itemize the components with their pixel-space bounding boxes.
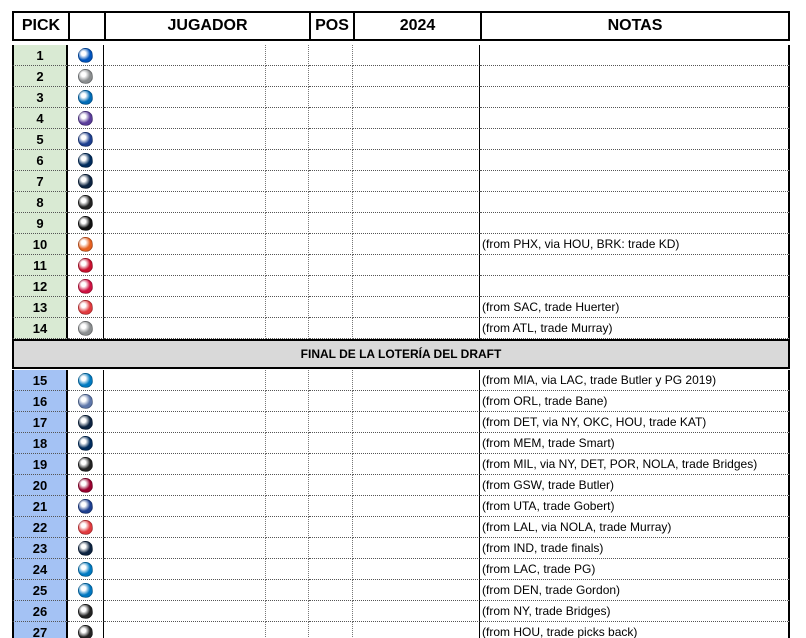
year-cell[interactable] — [353, 454, 480, 475]
team-logo-icon — [78, 300, 93, 315]
jugador-cell[interactable] — [104, 412, 266, 433]
pick-number-cell[interactable]: 27 — [12, 622, 68, 638]
lottery-separator[interactable]: FINAL DE LA LOTERÍA DEL DRAFT — [12, 339, 790, 369]
jugador-cell[interactable] — [104, 580, 266, 601]
pos-cell[interactable] — [309, 213, 353, 234]
notes-cell[interactable]: (from UTA, trade Gobert) — [480, 496, 790, 517]
jugador-extra-cell[interactable] — [266, 454, 309, 475]
jugador-cell[interactable] — [104, 475, 266, 496]
pick-number-cell[interactable]: 4 — [12, 108, 68, 129]
team-logo-cell[interactable] — [68, 580, 104, 601]
pick-number-cell[interactable]: 24 — [12, 559, 68, 580]
pos-cell[interactable] — [309, 433, 353, 454]
pos-cell[interactable] — [309, 150, 353, 171]
pick-number-cell[interactable]: 12 — [12, 276, 68, 297]
notes-cell[interactable]: (from DEN, trade Gordon) — [480, 580, 790, 601]
pos-cell[interactable] — [309, 475, 353, 496]
draft-row — [12, 192, 790, 213]
pick-number-cell[interactable]: 23 — [12, 538, 68, 559]
jugador-cell[interactable] — [104, 129, 266, 150]
team-logo-cell[interactable] — [68, 391, 104, 412]
team-logo-cell[interactable] — [68, 297, 104, 318]
jugador-cell[interactable] — [104, 255, 266, 276]
pos-cell[interactable] — [309, 87, 353, 108]
team-logo-icon — [78, 562, 93, 577]
team-logo-icon — [78, 520, 93, 535]
jugador-cell[interactable] — [104, 213, 266, 234]
pos-cell[interactable] — [309, 297, 353, 318]
jugador-cell[interactable] — [104, 318, 266, 339]
team-logo-icon — [78, 258, 93, 273]
team-logo-cell[interactable] — [68, 234, 104, 255]
jugador-cell[interactable] — [104, 45, 266, 66]
pick-number-cell[interactable]: 7 — [12, 171, 68, 192]
notes-cell[interactable]: (from GSW, trade Butler) — [480, 475, 790, 496]
year-cell[interactable] — [353, 622, 480, 638]
pick-number-cell[interactable]: 2 — [12, 66, 68, 87]
pick-number-cell[interactable]: 6 — [12, 150, 68, 171]
year-cell[interactable] — [353, 66, 480, 87]
notes-cell[interactable]: (from LAC, trade PG) — [480, 559, 790, 580]
notes-cell[interactable] — [480, 192, 790, 213]
year-cell[interactable] — [353, 108, 480, 129]
pos-cell[interactable] — [309, 601, 353, 622]
pick-number-cell[interactable]: 26 — [12, 601, 68, 622]
team-logo-icon — [78, 111, 93, 126]
header-pos[interactable]: POS — [309, 11, 355, 41]
jugador-cell[interactable] — [104, 454, 266, 475]
year-cell[interactable] — [353, 517, 480, 538]
year-cell[interactable] — [353, 412, 480, 433]
year-cell[interactable] — [353, 601, 480, 622]
year-cell[interactable] — [353, 538, 480, 559]
pick-number-cell[interactable]: 13 — [12, 297, 68, 318]
pos-cell[interactable] — [309, 370, 353, 391]
pos-cell[interactable] — [309, 580, 353, 601]
team-logo-cell[interactable] — [68, 475, 104, 496]
jugador-cell[interactable] — [104, 433, 266, 454]
team-logo-cell[interactable] — [68, 192, 104, 213]
jugador-extra-cell[interactable] — [266, 171, 309, 192]
team-logo-cell[interactable] — [68, 496, 104, 517]
year-cell[interactable] — [353, 370, 480, 391]
pos-cell[interactable] — [309, 129, 353, 150]
pick-number-cell[interactable]: 11 — [12, 255, 68, 276]
team-logo-icon — [78, 279, 93, 294]
notes-cell[interactable] — [480, 66, 790, 87]
jugador-extra-cell[interactable] — [266, 213, 309, 234]
team-logo-cell[interactable] — [68, 213, 104, 234]
pos-cell[interactable] — [309, 496, 353, 517]
team-logo-icon — [78, 321, 93, 336]
jugador-extra-cell[interactable] — [266, 580, 309, 601]
jugador-cell[interactable] — [104, 601, 266, 622]
jugador-extra-cell[interactable] — [266, 66, 309, 87]
notes-cell[interactable] — [480, 276, 790, 297]
draft-row — [12, 318, 790, 339]
pos-cell[interactable] — [309, 538, 353, 559]
team-logo-cell[interactable] — [68, 318, 104, 339]
team-logo-icon — [78, 457, 93, 472]
pick-number-cell[interactable]: 19 — [12, 454, 68, 475]
draft-row — [12, 601, 790, 622]
notes-cell[interactable]: (from SAC, trade Huerter) — [480, 297, 790, 318]
jugador-extra-cell[interactable] — [266, 538, 309, 559]
draft-row — [12, 129, 790, 150]
draft-row — [12, 66, 790, 87]
notes-cell[interactable]: (from PHX, via HOU, BRK: trade KD) — [480, 234, 790, 255]
draft-row — [12, 297, 790, 318]
pick-number-cell[interactable]: 18 — [12, 433, 68, 454]
header-logo-column[interactable] — [68, 11, 106, 41]
jugador-cell[interactable] — [104, 171, 266, 192]
notes-cell[interactable]: (from ORL, trade Bane) — [480, 391, 790, 412]
pick-number-cell[interactable]: 15 — [12, 370, 68, 391]
year-cell[interactable] — [353, 150, 480, 171]
jugador-cell[interactable] — [104, 370, 266, 391]
notes-cell[interactable] — [480, 171, 790, 192]
draft-row — [12, 559, 790, 580]
pos-cell[interactable] — [309, 171, 353, 192]
jugador-extra-cell[interactable] — [266, 559, 309, 580]
year-cell[interactable] — [353, 87, 480, 108]
team-logo-cell[interactable] — [68, 433, 104, 454]
pos-cell[interactable] — [309, 454, 353, 475]
draft-row — [12, 276, 790, 297]
notes-cell[interactable] — [480, 129, 790, 150]
team-logo-cell[interactable] — [68, 601, 104, 622]
jugador-cell[interactable] — [104, 517, 266, 538]
notes-cell[interactable] — [480, 108, 790, 129]
notes-cell[interactable] — [480, 45, 790, 66]
year-cell[interactable] — [353, 433, 480, 454]
pick-number-cell[interactable]: 14 — [12, 318, 68, 339]
pos-cell[interactable] — [309, 391, 353, 412]
pos-cell[interactable] — [309, 66, 353, 87]
jugador-cell[interactable] — [104, 108, 266, 129]
notes-cell[interactable] — [480, 213, 790, 234]
team-logo-cell[interactable] — [68, 538, 104, 559]
year-cell[interactable] — [353, 213, 480, 234]
year-cell[interactable] — [353, 192, 480, 213]
pick-number-cell[interactable]: 8 — [12, 192, 68, 213]
year-cell[interactable] — [353, 234, 480, 255]
header-pick[interactable]: PICK — [12, 11, 70, 41]
team-logo-icon — [78, 499, 93, 514]
jugador-cell[interactable] — [104, 496, 266, 517]
team-logo-cell[interactable] — [68, 171, 104, 192]
team-logo-icon — [78, 174, 93, 189]
notes-cell[interactable]: (from MIL, via NY, DET, POR, NOLA, trade Bridges) — [480, 454, 790, 475]
year-cell[interactable] — [353, 391, 480, 412]
pos-cell[interactable] — [309, 559, 353, 580]
team-logo-icon — [78, 373, 93, 388]
team-logo-cell[interactable] — [68, 622, 104, 638]
jugador-extra-cell[interactable] — [266, 391, 309, 412]
team-logo-cell[interactable] — [68, 412, 104, 433]
draft-row — [12, 45, 790, 66]
draft-row — [12, 234, 790, 255]
pos-cell[interactable] — [309, 45, 353, 66]
team-logo-icon — [78, 132, 93, 147]
jugador-extra-cell[interactable] — [266, 108, 309, 129]
pos-cell[interactable] — [309, 622, 353, 638]
header-notas[interactable]: NOTAS — [480, 11, 790, 41]
jugador-extra-cell[interactable] — [266, 622, 309, 638]
jugador-extra-cell[interactable] — [266, 87, 309, 108]
draft-row — [12, 255, 790, 276]
draft-row — [12, 391, 790, 412]
team-logo-cell[interactable] — [68, 129, 104, 150]
notes-cell[interactable]: (from HOU, trade picks back) — [480, 622, 790, 638]
notes-cell[interactable]: (from MIA, via LAC, trade Butler y PG 2019) — [480, 370, 790, 391]
jugador-extra-cell[interactable] — [266, 433, 309, 454]
draft-row — [12, 370, 790, 391]
jugador-extra-cell[interactable] — [266, 276, 309, 297]
notes-cell[interactable]: (from LAL, via NOLA, trade Murray) — [480, 517, 790, 538]
jugador-extra-cell[interactable] — [266, 475, 309, 496]
pos-cell[interactable] — [309, 192, 353, 213]
team-logo-icon — [78, 583, 93, 598]
year-cell[interactable] — [353, 297, 480, 318]
draft-row — [12, 213, 790, 234]
draft-row — [12, 517, 790, 538]
jugador-cell[interactable] — [104, 234, 266, 255]
jugador-extra-cell[interactable] — [266, 150, 309, 171]
jugador-cell[interactable] — [104, 538, 266, 559]
draft-row — [12, 622, 790, 638]
draft-row — [12, 171, 790, 192]
notes-cell[interactable]: (from IND, trade finals) — [480, 538, 790, 559]
draft-row — [12, 412, 790, 433]
pick-number-cell[interactable]: 22 — [12, 517, 68, 538]
team-logo-icon — [78, 90, 93, 105]
team-logo-cell[interactable] — [68, 45, 104, 66]
draft-row — [12, 538, 790, 559]
jugador-cell[interactable] — [104, 87, 266, 108]
team-logo-icon — [78, 237, 93, 252]
draft-row — [12, 496, 790, 517]
jugador-cell[interactable] — [104, 276, 266, 297]
notes-cell[interactable] — [480, 255, 790, 276]
jugador-cell[interactable] — [104, 297, 266, 318]
team-logo-icon — [78, 153, 93, 168]
team-logo-icon — [78, 436, 93, 451]
jugador-extra-cell[interactable] — [266, 318, 309, 339]
year-cell[interactable] — [353, 255, 480, 276]
jugador-cell[interactable] — [104, 150, 266, 171]
notes-cell[interactable] — [480, 150, 790, 171]
team-logo-icon — [78, 604, 93, 619]
team-logo-icon — [78, 195, 93, 210]
draft-row — [12, 108, 790, 129]
jugador-extra-cell[interactable] — [266, 412, 309, 433]
year-cell[interactable] — [353, 496, 480, 517]
jugador-extra-cell[interactable] — [266, 45, 309, 66]
jugador-extra-cell[interactable] — [266, 234, 309, 255]
team-logo-icon — [78, 69, 93, 84]
jugador-cell[interactable] — [104, 559, 266, 580]
pick-number-cell[interactable]: 3 — [12, 87, 68, 108]
jugador-cell[interactable] — [104, 622, 266, 638]
pos-cell[interactable] — [309, 517, 353, 538]
jugador-cell[interactable] — [104, 66, 266, 87]
pos-cell[interactable] — [309, 234, 353, 255]
jugador-cell[interactable] — [104, 391, 266, 412]
team-logo-cell[interactable] — [68, 559, 104, 580]
pick-number-cell[interactable]: 1 — [12, 45, 68, 66]
team-logo-cell[interactable] — [68, 517, 104, 538]
jugador-extra-cell[interactable] — [266, 496, 309, 517]
jugador-extra-cell[interactable] — [266, 192, 309, 213]
team-logo-cell[interactable] — [68, 454, 104, 475]
year-cell[interactable] — [353, 171, 480, 192]
year-cell[interactable] — [353, 475, 480, 496]
team-logo-icon — [78, 216, 93, 231]
year-cell[interactable] — [353, 318, 480, 339]
draft-row — [12, 87, 790, 108]
jugador-extra-cell[interactable] — [266, 370, 309, 391]
notes-cell[interactable] — [480, 87, 790, 108]
pos-cell[interactable] — [309, 276, 353, 297]
pick-number-cell[interactable]: 9 — [12, 213, 68, 234]
jugador-cell[interactable] — [104, 192, 266, 213]
pick-number-cell[interactable]: 21 — [12, 496, 68, 517]
draft-row — [12, 150, 790, 171]
pick-number-cell[interactable]: 16 — [12, 391, 68, 412]
team-logo-cell[interactable] — [68, 150, 104, 171]
team-logo-icon — [78, 541, 93, 556]
team-logo-cell[interactable] — [68, 370, 104, 391]
jugador-extra-cell[interactable] — [266, 255, 309, 276]
notes-cell[interactable]: (from MEM, trade Smart) — [480, 433, 790, 454]
header-year[interactable]: 2024 — [353, 11, 482, 41]
draft-row — [12, 454, 790, 475]
pos-cell[interactable] — [309, 318, 353, 339]
team-logo-cell[interactable] — [68, 255, 104, 276]
pick-number-cell[interactable]: 5 — [12, 129, 68, 150]
team-logo-icon — [78, 415, 93, 430]
jugador-extra-cell[interactable] — [266, 297, 309, 318]
pick-number-cell[interactable]: 10 — [12, 234, 68, 255]
team-logo-icon — [78, 394, 93, 409]
jugador-extra-cell[interactable] — [266, 517, 309, 538]
notes-cell[interactable]: (from ATL, trade Murray) — [480, 318, 790, 339]
notes-cell[interactable]: (from DET, via NY, OKC, HOU, trade KAT) — [480, 412, 790, 433]
team-logo-icon — [78, 48, 93, 63]
team-logo-icon — [78, 625, 93, 638]
draft-row — [12, 580, 790, 601]
year-cell[interactable] — [353, 580, 480, 601]
year-cell[interactable] — [353, 276, 480, 297]
year-cell[interactable] — [353, 129, 480, 150]
team-logo-cell[interactable] — [68, 87, 104, 108]
team-logo-icon — [78, 478, 93, 493]
pos-cell[interactable] — [309, 412, 353, 433]
pos-cell[interactable] — [309, 255, 353, 276]
jugador-extra-cell[interactable] — [266, 601, 309, 622]
year-cell[interactable] — [353, 559, 480, 580]
draft-row — [12, 433, 790, 454]
notes-cell[interactable]: (from NY, trade Bridges) — [480, 601, 790, 622]
jugador-extra-cell[interactable] — [266, 129, 309, 150]
team-logo-cell[interactable] — [68, 108, 104, 129]
year-cell[interactable] — [353, 45, 480, 66]
draft-row — [12, 475, 790, 496]
pick-number-cell[interactable]: 17 — [12, 412, 68, 433]
pos-cell[interactable] — [309, 108, 353, 129]
pick-number-cell[interactable]: 20 — [12, 475, 68, 496]
team-logo-cell[interactable] — [68, 66, 104, 87]
team-logo-cell[interactable] — [68, 276, 104, 297]
pick-number-cell[interactable]: 25 — [12, 580, 68, 601]
header-jugador[interactable]: JUGADOR — [104, 11, 311, 41]
